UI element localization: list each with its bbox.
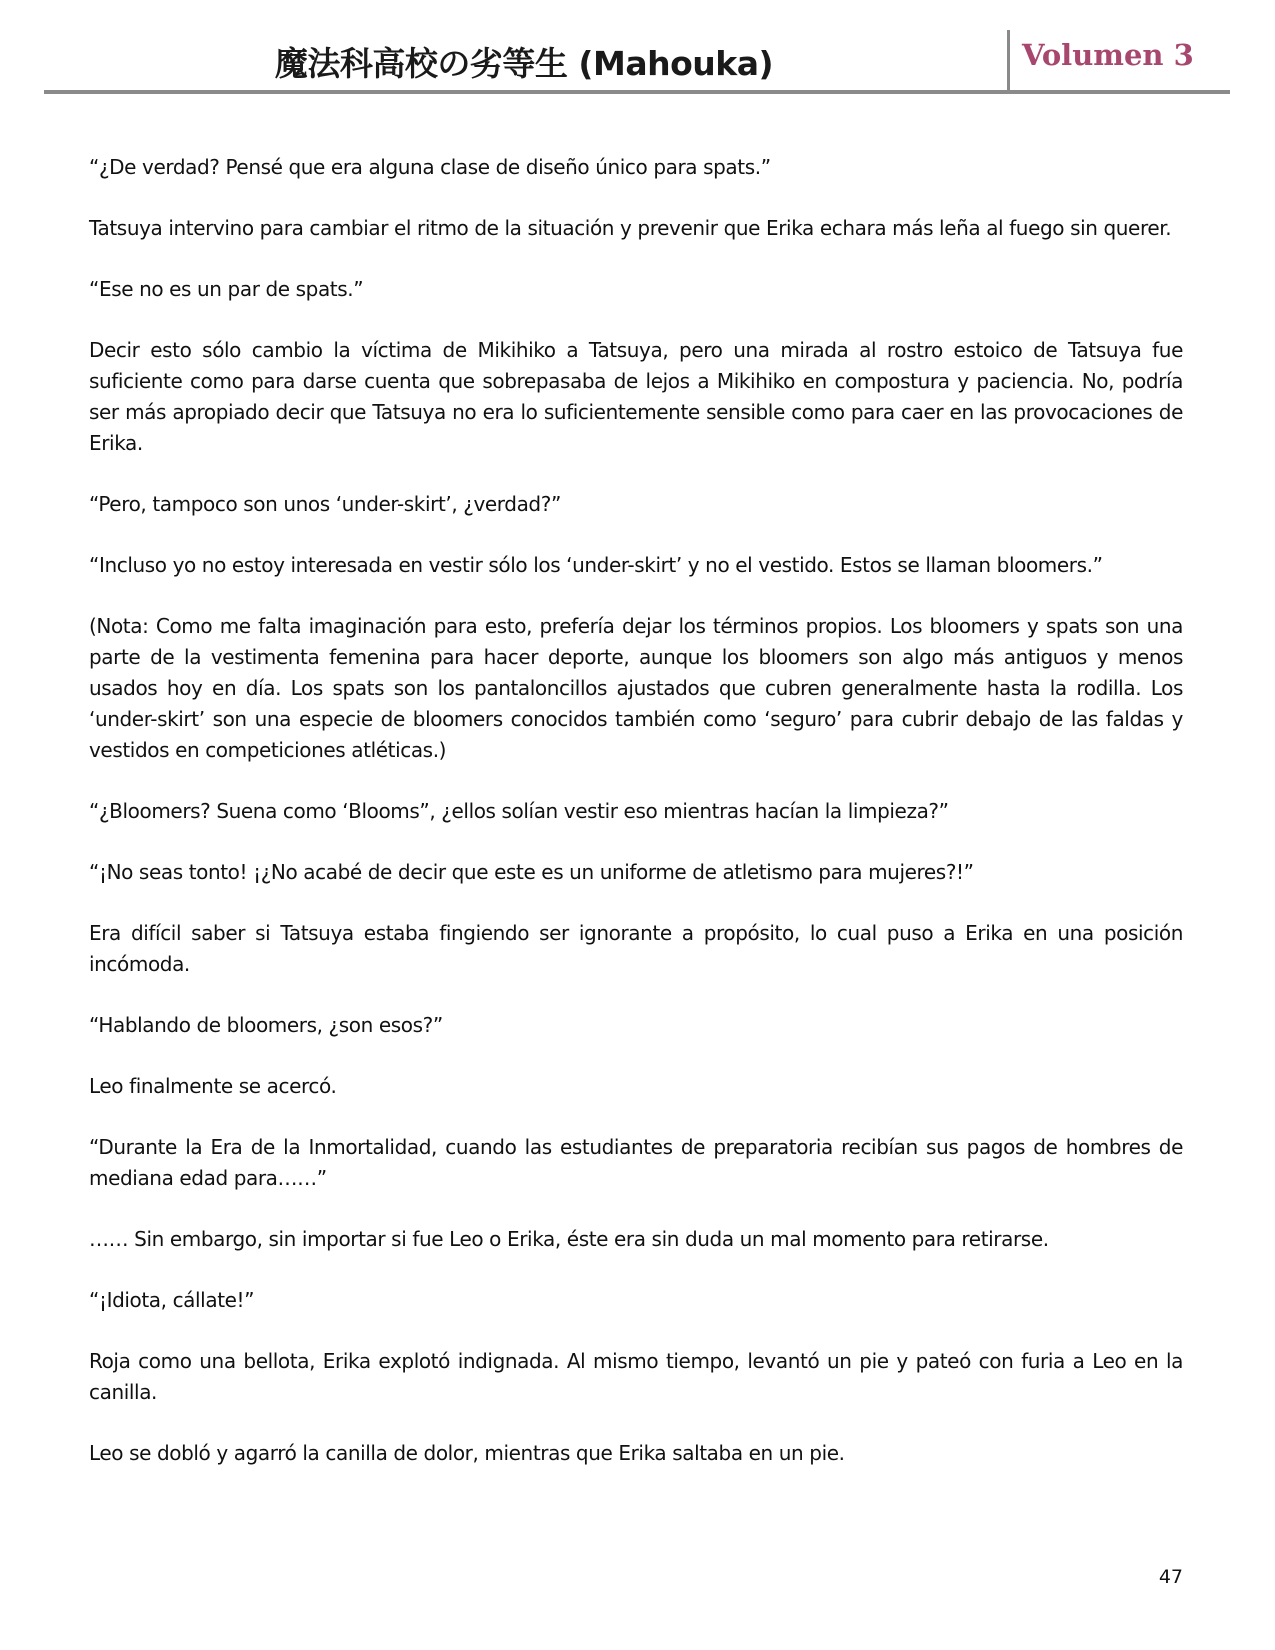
page-header: [44, 28, 1230, 94]
paragraph: “¿De verdad? Pensé que era alguna clase de diseño único para spats.”: [89, 155, 771, 179]
translator-note: (Nota: Como me falta imaginación para esto, prefería dejar los términos propios. Los bloomers y spats son una parte de la vestimenta femenina para hacer deporte, aunque los bloomers son algo más antiguos y menos usados hoy en día. Los spats son los pantaloncillos ajustados que cubren generalmente hasta la rodilla. Los ‘under-skirt’ son una especie de bloomers conocidos también como ‘seguro’ para cubrir debajo de las faldas y vestidos en competiciones atléticas.): [89, 614, 1183, 762]
paragraph: Leo se dobló y agarró la canilla de dolor, mientras que Erika saltaba en un pie.: [89, 1441, 845, 1465]
paragraph: “¡Idiota, cállate!”: [89, 1288, 255, 1312]
page-body: [89, 152, 1183, 1499]
paragraph: “¿Bloomers? Suena como ‘Blooms”, ¿ellos solían vestir eso mientras hacían la limpieza?”: [89, 799, 949, 823]
paragraph: “¡No seas tonto! ¡¿No acabé de decir que este es un uniforme de atletismo para mujeres?!”: [89, 860, 974, 884]
header-rule: [44, 90, 1230, 94]
page-number: 47: [1158, 1566, 1183, 1588]
paragraph: Roja como una bellota, Erika explotó indignada. Al mismo tiempo, levantó un pie y pateó con furia a Leo en la canilla.: [89, 1349, 1183, 1404]
paragraph: “Pero, tampoco son unos ‘under-skirt’, ¿verdad?”: [89, 492, 561, 516]
paragraph: Leo finalmente se acercó.: [89, 1074, 337, 1098]
volume-label: Volumen 3: [1022, 38, 1194, 72]
paragraph: Decir esto sólo cambio la víctima de Mikihiko a Tatsuya, pero una mirada al rostro estoico de Tatsuya fue suficiente como para darse cuenta que sobrepasaba de lejos a Mikihiko en compostura y paciencia. No, podría ser más apropiado decir que Tatsuya no era lo suficientemente sensible como para caer en las provocaciones de Erika.: [89, 338, 1183, 455]
paragraph: “Hablando de bloomers, ¿son esos?”: [89, 1013, 443, 1037]
book-title: 魔法科高校の劣等生 (Mahouka): [274, 44, 774, 83]
paragraph: “Ese no es un par de spats.”: [89, 277, 364, 301]
paragraph: …… Sin embargo, sin importar si fue Leo o Erika, éste era sin duda un mal momento para retirarse.: [89, 1227, 1049, 1251]
paragraph: Tatsuya intervino para cambiar el ritmo de la situación y prevenir que Erika echara más leña al fuego sin querer.: [89, 216, 1172, 240]
paragraph: “Durante la Era de la Inmortalidad, cuando las estudiantes de preparatoria recibían sus pagos de hombres de mediana edad para……”: [89, 1135, 1183, 1190]
paragraph: Era difícil saber si Tatsuya estaba fingiendo ser ignorante a propósito, lo cual puso a Erika en una posición incómoda.: [89, 921, 1183, 976]
paragraph: “Incluso yo no estoy interesada en vestir sólo los ‘under-skirt’ y no el vestido. Estos se llaman bloomers.”: [89, 553, 1103, 577]
header-divider: [1007, 30, 1010, 92]
